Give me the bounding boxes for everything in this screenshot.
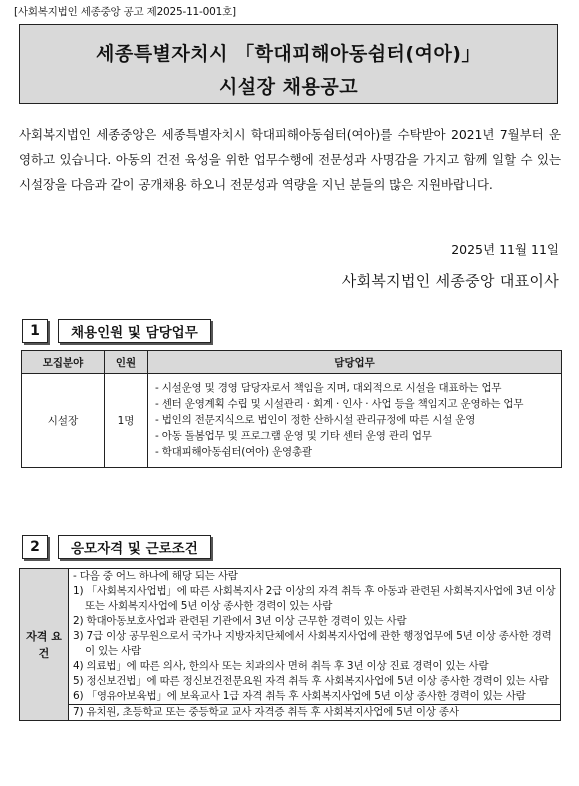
duty-table-header xyxy=(22,351,562,374)
page-title-line2: 시설장 채용공고 xyxy=(218,76,359,98)
page-title-line1: 세종특별자치시 「학대피해아동쉼터(여아)」 xyxy=(95,43,481,65)
list-item: 5) 정신보건법」에 따른 정신보건전문요원 자격 취득 후 사회복지사업에 5년 이상 종사한 경력이 있는 사람 xyxy=(73,675,549,687)
field-cell: 시설장 xyxy=(22,374,105,468)
qualification-header xyxy=(20,569,69,721)
header-count: 인원 xyxy=(105,351,148,374)
header-field: 모집분야 xyxy=(22,351,105,374)
section-1-heading xyxy=(22,319,211,343)
title-box xyxy=(19,24,558,104)
duty-table xyxy=(21,350,562,468)
notice-date: 2025년 11월 11일 xyxy=(451,242,559,257)
list-item: 7) 유치원, 초등학교 또는 중등학교 교사 자격증 취득 후 사회복지사업에 5년 이상 종사 xyxy=(69,704,560,720)
qualification-header-label: 자격 요건 xyxy=(26,629,62,660)
list-item: 6) 「영유아보육법」에 보육교사 1급 자격 취득 후 사회복지사업에 5년 이상 종사한 경력이 있는 사람 xyxy=(73,690,526,702)
duties-cell xyxy=(148,374,562,468)
table-row xyxy=(20,569,561,721)
section-2-heading xyxy=(22,535,211,559)
section-2-title: 응모자격 및 근로조건 xyxy=(58,535,211,559)
duty-list xyxy=(149,375,560,466)
intro-paragraph: 사회복지법인 세종중앙은 세종특별자치시 학대피해아동쉼터(여아)를 수탁받아 2021년 7월부터 운영하고 있습니다. 아동의 건전 육성을 위한 업무수행에 전문성과 사명감을 가지고 함께 일할 수 있는 시설장을 다음과 같이 공개채용 하오니 전문성과 역량을 지닌 분들의 많은 지원바랍니다. xyxy=(19,127,561,192)
list-item: - 아동 돌봄업무 및 프로그램 운영 및 기타 센터 운영 관리 업무 xyxy=(155,430,432,442)
qualification-cell xyxy=(69,569,561,721)
qualification-table xyxy=(19,568,561,721)
notice-reference: [사회복지법인 세종중앙 공고 제2025-11-001호] xyxy=(14,6,236,18)
qualification-intro: - 다음 중 어느 하나에 해당 되는 사람 xyxy=(73,570,238,582)
header-duties: 담당업무 xyxy=(148,351,562,374)
table-row xyxy=(22,374,562,468)
list-item: 4) 의료법」에 따른 의사, 한의사 또는 치과의사 면허 취득 후 3년 이상 진료 경력이 있는 사람 xyxy=(73,660,489,672)
list-item: - 법인의 전문지식으로 법인이 정한 산하시설 관리규정에 따른 시설 운영 xyxy=(155,414,476,426)
section-1-number: 1 xyxy=(22,319,48,343)
list-item: - 시설운영 및 경영 담당자로서 책임을 지며, 대외적으로 시설을 대표하는 업무 xyxy=(155,382,502,394)
list-item: 3) 7급 이상 공무원으로서 국가나 지방자치단체에서 사회복지사업에 관한 행정업무에 5년 이상 종사한 경력이 있는 사람 xyxy=(73,630,552,657)
section-1-title: 채용인원 및 담당업무 xyxy=(58,319,211,343)
list-item: 1) 「사회복지사업법」에 따른 사회복지사 2급 이상의 자격 취득 후 아동과 관련된 사회복지사업에 3년 이상 또는 사회복지사업에 5년 이상 종사한 경력이 있는 사람 xyxy=(73,585,556,612)
list-item: 2) 학대아동보호사업과 관련된 기관에서 3년 이상 근무한 경력이 있는 사람 xyxy=(73,615,407,627)
list-item: - 학대피해아동쉼터(여아) 운영총괄 xyxy=(155,446,312,458)
section-2-number: 2 xyxy=(22,535,48,559)
list-item: - 센터 운영계획 수립 및 시설관리 · 회계 · 인사 · 사업 등을 책임지고 운영하는 업무 xyxy=(155,398,524,410)
signature: 사회복지법인 세종중앙 대표이사 xyxy=(341,272,559,290)
count-cell: 1명 xyxy=(105,374,148,468)
